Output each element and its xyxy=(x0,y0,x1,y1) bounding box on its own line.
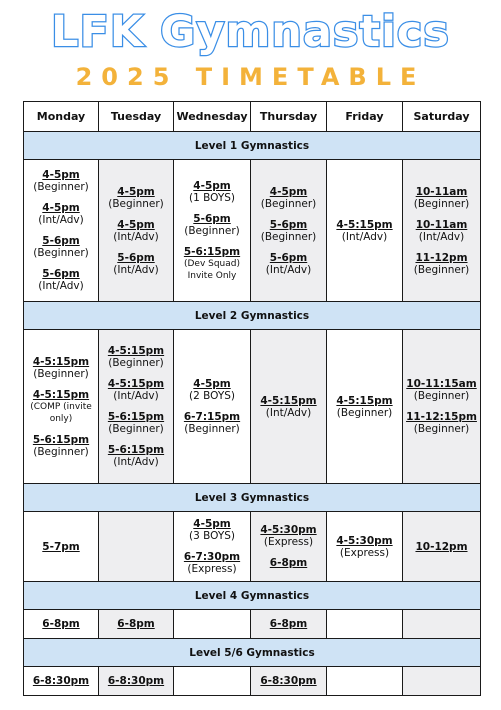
class-note: (Express) xyxy=(339,546,390,559)
class-note: (Beginner) xyxy=(33,445,89,458)
class-time: 6-8pm xyxy=(269,618,308,630)
class-time: 6-8pm xyxy=(269,557,308,569)
class-entry xyxy=(403,186,480,210)
class-entry xyxy=(24,618,98,630)
schedule-cell xyxy=(403,330,481,484)
class-note: (Beginner) xyxy=(260,197,317,210)
class-note: (Int/Adv) xyxy=(341,230,388,243)
class-entry xyxy=(24,356,98,380)
class-entry xyxy=(24,434,98,458)
class-time: 4-5:15pm xyxy=(32,388,90,401)
schedule-cell xyxy=(174,160,251,302)
class-note: (Int/Adv) xyxy=(265,263,312,276)
class-entry xyxy=(24,235,98,259)
class-time: 5-6:15pm xyxy=(107,411,165,423)
class-entry xyxy=(99,378,173,402)
page-title: LFK Gymnastics xyxy=(51,7,450,57)
class-entry xyxy=(174,411,250,435)
schedule-cell xyxy=(174,610,251,639)
class-time: 10-11:15am xyxy=(406,378,477,390)
class-entry xyxy=(99,444,173,468)
class-time: 4-5pm xyxy=(42,169,80,181)
class-note: (Int/Adv) xyxy=(113,456,159,468)
schedule-cell xyxy=(403,610,481,639)
day-header: Thursday xyxy=(251,102,327,132)
class-time: 6-7:30pm xyxy=(183,551,241,563)
class-note: (Int/Adv) xyxy=(113,263,159,276)
class-note: (Beginner) xyxy=(33,247,89,259)
class-time: 5-7pm xyxy=(42,540,80,553)
class-time: 6-8:30pm xyxy=(107,675,165,687)
class-note: (Beginner) xyxy=(184,224,240,237)
schedule-cell xyxy=(99,160,174,302)
class-time: 4-5pm xyxy=(193,518,231,530)
class-time: 4-5:15pm xyxy=(32,355,90,368)
day-header: Friday xyxy=(327,102,403,132)
page-subtitle: 2025 TIMETABLE xyxy=(75,63,426,91)
class-time: 4-5pm xyxy=(269,185,308,198)
class-time: 4-5pm xyxy=(42,202,80,214)
class-note: (Beginner) xyxy=(108,357,164,369)
class-note: (Beginner) xyxy=(260,230,317,243)
class-note: (Beginner) xyxy=(413,423,470,435)
class-entry xyxy=(24,169,98,193)
class-time: 5-6pm xyxy=(117,251,155,264)
class-note: (Beginner) xyxy=(33,367,89,380)
day-header: Saturday xyxy=(403,102,481,132)
schedule-row xyxy=(24,512,481,582)
day-header: Tuesday xyxy=(99,102,174,132)
schedule-cell xyxy=(403,512,481,582)
class-entry xyxy=(251,252,326,276)
class-entry xyxy=(99,411,173,435)
schedule-cell xyxy=(251,610,327,639)
class-time: 6-7:15pm xyxy=(183,411,241,423)
class-entry xyxy=(24,202,98,226)
schedule-cell xyxy=(24,330,99,484)
schedule-cell xyxy=(251,512,327,582)
class-entry xyxy=(24,675,98,687)
class-time: 4-5pm xyxy=(193,378,231,390)
class-time: 5-6pm xyxy=(269,251,308,264)
class-note: (Beginner) xyxy=(108,197,164,210)
class-note: (3 BOYS) xyxy=(189,530,235,542)
schedule-cell xyxy=(327,160,403,302)
class-entry xyxy=(24,541,98,553)
class-time: 4-5:15pm xyxy=(107,345,165,357)
class-note: (Beginner) xyxy=(108,423,164,435)
class-note: (Beginner) xyxy=(33,181,89,193)
class-entry xyxy=(251,524,326,548)
day-header: Monday xyxy=(24,102,99,132)
class-entry xyxy=(99,618,173,630)
level-heading: Level 1 Gymnastics xyxy=(24,132,481,160)
timetable xyxy=(23,101,481,696)
class-entry xyxy=(99,675,173,687)
class-time: 4-5:15pm xyxy=(107,378,165,390)
class-time: 5-6:15pm xyxy=(32,433,90,446)
class-note: (Beginner) xyxy=(413,263,470,276)
class-time: 11-12pm xyxy=(415,251,468,264)
class-note: (2 BOYS) xyxy=(189,390,235,402)
class-time: 10-11am xyxy=(415,218,468,231)
class-entry xyxy=(99,186,173,210)
class-entry xyxy=(174,551,250,575)
class-entry xyxy=(327,395,402,419)
class-time: 5-6:15pm xyxy=(107,444,165,456)
class-time: 6-8pm xyxy=(117,618,155,630)
class-entry xyxy=(251,395,326,419)
class-time: 5-6pm xyxy=(269,218,308,231)
schedule-cell xyxy=(327,610,403,639)
schedule-cell xyxy=(24,667,99,696)
class-note: (Int/Adv) xyxy=(265,406,312,419)
class-entry xyxy=(403,219,480,243)
day-header: Wednesday xyxy=(174,102,251,132)
class-note: (Int/Adv) xyxy=(418,230,465,243)
class-time: 4-5:30pm xyxy=(260,524,317,536)
schedule-cell xyxy=(24,512,99,582)
class-entry xyxy=(99,252,173,276)
schedule-cell xyxy=(174,512,251,582)
class-time: 4-5pm xyxy=(117,218,155,231)
level-band-row xyxy=(24,639,481,667)
class-note: (Express) xyxy=(187,563,237,575)
class-note: (Int/Adv) xyxy=(38,214,84,226)
class-entry xyxy=(174,213,250,237)
class-entry xyxy=(174,378,250,402)
class-entry xyxy=(99,219,173,243)
day-header-row xyxy=(24,102,481,132)
class-entry xyxy=(251,618,326,630)
class-note: (Int/Adv) xyxy=(113,390,159,402)
class-note: (Int/Adv) xyxy=(113,230,159,243)
class-time: 4-5pm xyxy=(117,185,155,198)
class-note: (Int/Adv) xyxy=(38,280,84,292)
schedule-cell xyxy=(99,512,174,582)
class-entry xyxy=(327,219,402,243)
schedule-cell xyxy=(403,160,481,302)
schedule-cell xyxy=(24,160,99,302)
schedule-row xyxy=(24,330,481,484)
class-time: 5-6pm xyxy=(42,268,80,280)
schedule-cell xyxy=(174,330,251,484)
class-note: (Beginner) xyxy=(413,390,470,402)
class-entry xyxy=(403,541,480,553)
class-entry xyxy=(403,378,480,402)
class-entry xyxy=(24,268,98,292)
class-note: (Dev Squad) Invite Only xyxy=(183,258,241,281)
level-heading: Level 5/6 Gymnastics xyxy=(24,639,481,667)
level-band-row xyxy=(24,302,481,330)
class-time: 10-12pm xyxy=(415,540,468,553)
schedule-cell xyxy=(99,610,174,639)
class-note: (1 BOYS) xyxy=(189,191,235,204)
schedule-row xyxy=(24,667,481,696)
class-time: 5-6pm xyxy=(42,235,80,247)
class-entry xyxy=(24,389,98,425)
schedule-cell xyxy=(327,667,403,696)
schedule-cell xyxy=(251,160,327,302)
schedule-cell xyxy=(174,667,251,696)
class-time: 4-5:30pm xyxy=(336,534,393,547)
schedule-cell xyxy=(403,667,481,696)
level-heading: Level 3 Gymnastics xyxy=(24,484,481,512)
class-entry xyxy=(251,186,326,210)
schedule-cell xyxy=(327,512,403,582)
schedule-cell xyxy=(251,667,327,696)
class-entry xyxy=(174,180,250,204)
class-time: 6-8:30pm xyxy=(32,675,90,687)
schedule-cell xyxy=(327,330,403,484)
class-time: 4-5:15pm xyxy=(336,218,393,231)
level-heading: Level 4 Gymnastics xyxy=(24,582,481,610)
class-entry xyxy=(251,557,326,569)
class-note: (Beginner) xyxy=(184,423,240,435)
level-band-row xyxy=(24,484,481,512)
class-note: (Beginner) xyxy=(336,406,393,419)
class-time: 4-5pm xyxy=(193,179,231,192)
level-band-row xyxy=(24,132,481,160)
class-entry xyxy=(327,535,402,559)
class-note: (Beginner) xyxy=(413,197,470,210)
schedule-cell xyxy=(251,330,327,484)
class-time: 5-6:15pm xyxy=(183,245,241,258)
class-note: (Express) xyxy=(263,536,314,548)
class-time: 5-6pm xyxy=(193,212,231,225)
class-entry xyxy=(99,345,173,369)
class-entry xyxy=(403,252,480,276)
class-time: 4-5:15pm xyxy=(336,394,393,407)
class-time: 4-5:15pm xyxy=(260,394,317,407)
schedule-cell xyxy=(99,667,174,696)
class-time: 6-8pm xyxy=(42,618,80,630)
schedule-row xyxy=(24,160,481,302)
class-entry xyxy=(174,246,250,282)
class-note: (COMP (invite only) xyxy=(30,401,92,424)
class-entry xyxy=(403,411,480,435)
class-entry xyxy=(174,518,250,542)
class-time: 10-11am xyxy=(415,185,468,198)
schedule-cell xyxy=(99,330,174,484)
class-entry xyxy=(251,219,326,243)
schedule-cell xyxy=(24,610,99,639)
class-time: 6-8:30pm xyxy=(260,675,317,687)
level-heading: Level 2 Gymnastics xyxy=(24,302,481,330)
class-entry xyxy=(251,675,326,687)
class-time: 11-12:15pm xyxy=(406,411,477,423)
schedule-row xyxy=(24,610,481,639)
level-band-row xyxy=(24,582,481,610)
